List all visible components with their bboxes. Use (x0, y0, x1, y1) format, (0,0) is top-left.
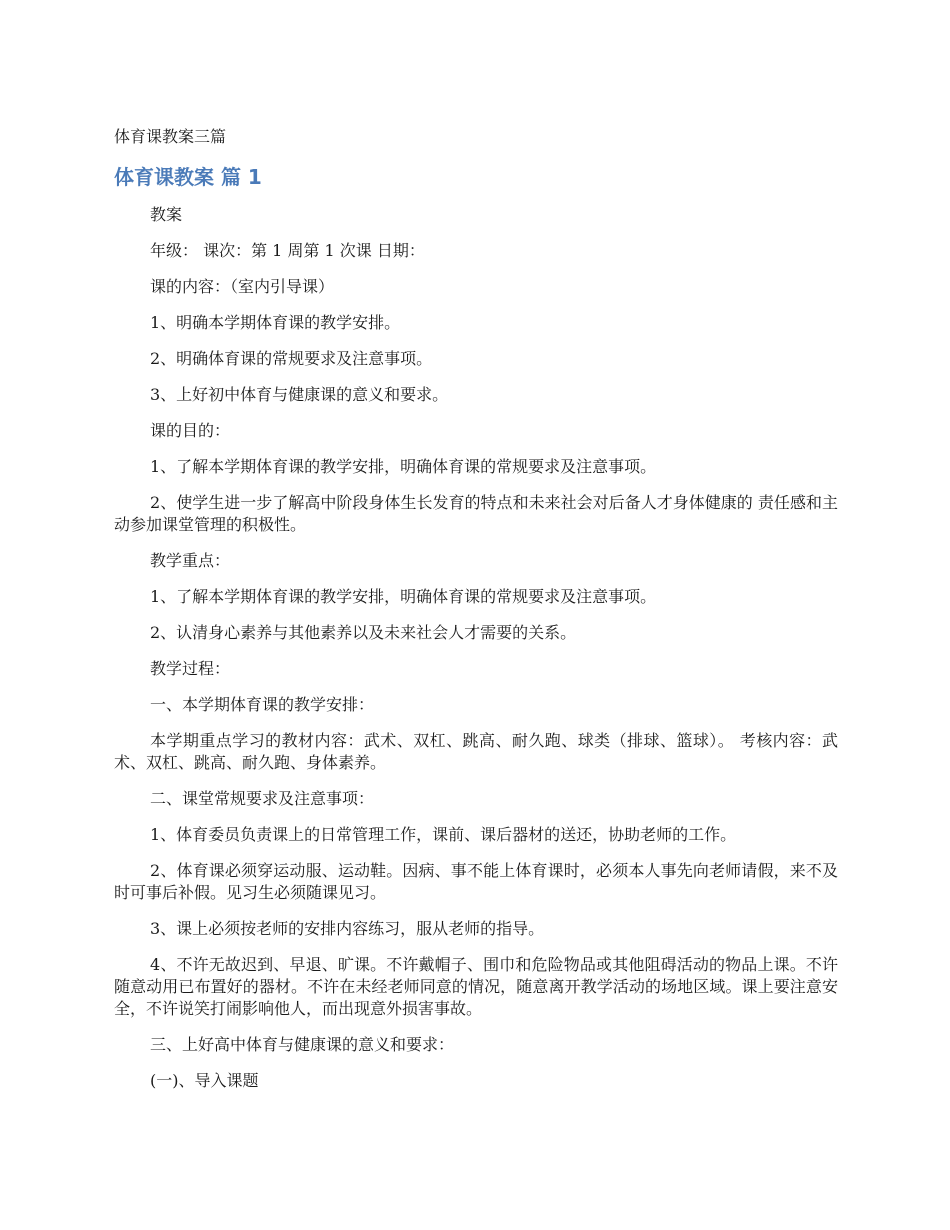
paragraph: 1、了解本学期体育课的教学安排，明确体育课的常规要求及注意事项。 (150, 457, 657, 476)
paragraph: 本学期重点学习的教材内容：武术、双杠、跳高、耐久跑、球类（排球、篮球）。 考核内容：武术、双杠、跳高、耐久跑、身体素养。 (114, 731, 838, 772)
paragraph: 三、上好高中体育与健康课的意义和要求： (150, 1035, 455, 1054)
section-heading: 体育课教案 篇 1 (114, 165, 262, 189)
paragraph: 3、课上必须按老师的安排内容练习，服从老师的指导。 (150, 919, 545, 938)
paragraph: 2、认清身心素养与其他素养以及未来社会人才需要的关系。 (150, 623, 577, 642)
paragraph: 2、使学生进一步了解高中阶段身体生长发育的特点和未来社会对后备人才身体健康的 责任感和主动参加课堂管理的积极性。 (114, 493, 838, 534)
paragraph: 教案 (150, 205, 183, 224)
paragraph: 教学重点： (150, 551, 231, 570)
paragraph: (一)、导入课题 (150, 1071, 259, 1090)
paragraph: 4、不许无故迟到、早退、旷课。不许戴帽子、围巾和危险物品或其他阻碍活动的物品上课。不许随意动用已布置好的器材。不许在未经老师同意的情况，随意离开教学活动的场地区域。课上要注意安全，不许说笑打闹影响他人，而出现意外损害事故。 (114, 955, 838, 1018)
paragraph: 二、课堂常规要求及注意事项： (150, 789, 375, 808)
paragraph: 课的目的： (150, 421, 231, 440)
paragraph: 1、体育委员负责课上的日常管理工作，课前、课后器材的送还，协助老师的工作。 (150, 825, 737, 844)
paragraph: 3、上好初中体育与健康课的意义和要求。 (150, 385, 449, 404)
paragraph: 1、了解本学期体育课的教学安排，明确体育课的常规要求及注意事项。 (150, 587, 657, 606)
document-title: 体育课教案三篇 (114, 127, 227, 146)
paragraph: 2、明确体育课的常规要求及注意事项。 (150, 349, 433, 368)
paragraph: 年级： 课次：第 1 周第 1 次课 日期： (150, 241, 425, 260)
paragraph: 教学过程： (150, 659, 231, 678)
paragraph: 1、明确本学期体育课的教学安排。 (150, 313, 401, 332)
document-body (114, 204, 838, 1106)
paragraph: 课的内容：（室内引导课） (150, 277, 335, 296)
paragraph: 2、体育课必须穿运动服、运动鞋。因病、事不能上体育课时，必须本人事先向老师请假，来不及时可事后补假。见习生必须随课见习。 (114, 861, 838, 902)
paragraph: 一、本学期体育课的教学安排： (150, 695, 375, 714)
